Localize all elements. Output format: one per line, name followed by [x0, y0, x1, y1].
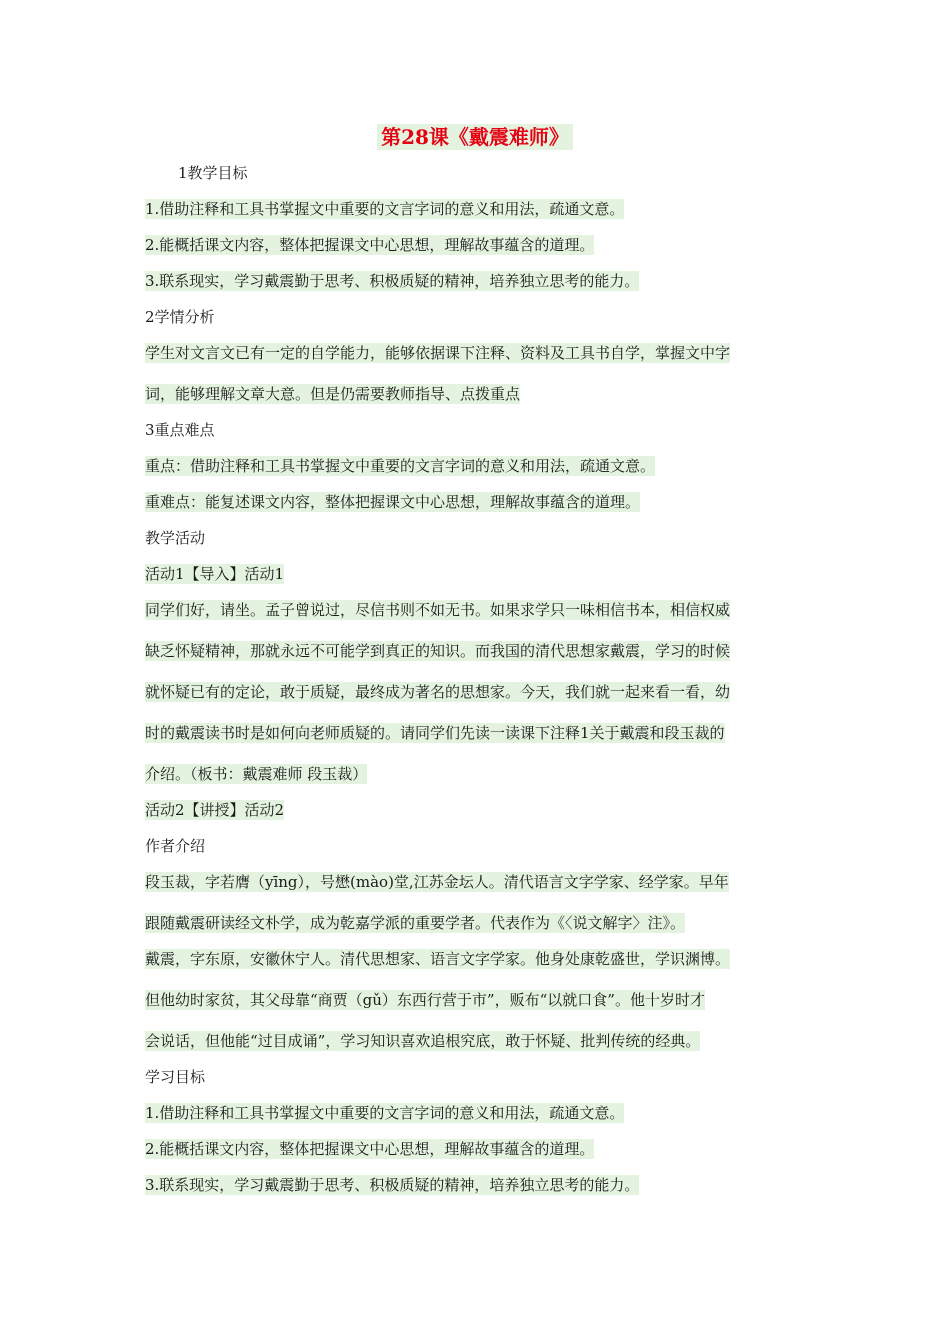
learning-goal-3: 3.联系现实，学习戴震勤于思考、积极质疑的精神，培养独立思考的能力。 [145, 1176, 640, 1194]
activity-1-heading: 活动1【导入】活动1 [145, 565, 285, 583]
section-heading-activities: 教学活动 [145, 529, 206, 547]
paragraph-line: 跟随戴震研读经文朴学，成为乾嘉学派的重要学者。代表作为《〈说文解字〉注》。 [145, 914, 686, 932]
activity-2-heading: 活动2【讲授】活动2 [145, 801, 285, 819]
section-heading-author-intro: 作者介绍 [145, 837, 206, 855]
key-point: 重点：借助注释和工具书掌握文中重要的文言字词的意义和用法，疏通文意。 [145, 457, 656, 475]
teaching-goal-2: 2.能概括课文内容，整体把握课文中心思想，理解故事蕴含的道理。 [145, 236, 595, 254]
section-heading-teaching-goals: 1教学目标 [178, 164, 248, 182]
paragraph-line: 但他幼时家贫，其父母靠“商贾（gǔ）东西行营于市”，贩布“以就口食”。他十岁时才 [145, 991, 705, 1009]
paragraph-line: 学生对文言文已有一定的自学能力，能够依据课下注释、资料及工具书自学，掌握文中字 [145, 344, 731, 362]
paragraph-line: 词，能够理解文章大意。但是仍需要教师指导、点拨重点 [145, 385, 521, 403]
paragraph-line: 介绍。（板书：戴震难师 段玉裁） [145, 765, 368, 783]
section-heading-learning-goals: 学习目标 [145, 1068, 206, 1086]
learning-goal-2: 2.能概括课文内容，整体把握课文中心思想，理解故事蕴含的道理。 [145, 1140, 595, 1158]
paragraph-line: 戴震，字东原，安徽休宁人。清代思想家、语言文字学家。他身处康乾盛世，学识渊博。 [145, 950, 731, 968]
paragraph-line: 就怀疑已有的定论，敢于质疑，最终成为著名的思想家。今天，我们就一起来看一看，幼 [145, 683, 731, 701]
section-heading-student-analysis: 2学情分析 [145, 308, 215, 326]
teaching-goal-1: 1.借助注释和工具书掌握文中重要的文言字词的意义和用法，疏通文意。 [145, 200, 625, 218]
paragraph-line: 同学们好，请坐。孟子曾说过，尽信书则不如无书。如果求学只一味相信书本，相信权威 [145, 601, 731, 619]
section-heading-key-points: 3重点难点 [145, 421, 215, 439]
teaching-goal-3: 3.联系现实，学习戴震勤于思考、积极质疑的精神，培养独立思考的能力。 [145, 272, 640, 290]
paragraph-line: 时的戴震读书时是如何向老师质疑的。请同学们先读一读课下注释1关于戴震和段玉裁的 [145, 724, 725, 742]
paragraph-line: 段玉裁，字若膺（yīng），号懋(mào)堂,江苏金坛人。清代语言文字学家、经学家。早年 [145, 873, 729, 891]
title-text: 第28课《戴震难师》 [377, 124, 573, 150]
learning-goal-1: 1.借助注释和工具书掌握文中重要的文言字词的意义和用法，疏通文意。 [145, 1104, 625, 1122]
document-title [0, 122, 950, 154]
difficult-point: 重难点：能复述课文内容，整体把握课文中心思想，理解故事蕴含的道理。 [145, 493, 641, 511]
paragraph-line: 缺乏怀疑精神，那就永远不可能学到真正的知识。而我国的清代思想家戴震，学习的时候 [145, 642, 731, 660]
paragraph-line: 会说话，但他能“过目成诵”，学习知识喜欢追根究底，敢于怀疑、批判传统的经典。 [145, 1032, 701, 1050]
